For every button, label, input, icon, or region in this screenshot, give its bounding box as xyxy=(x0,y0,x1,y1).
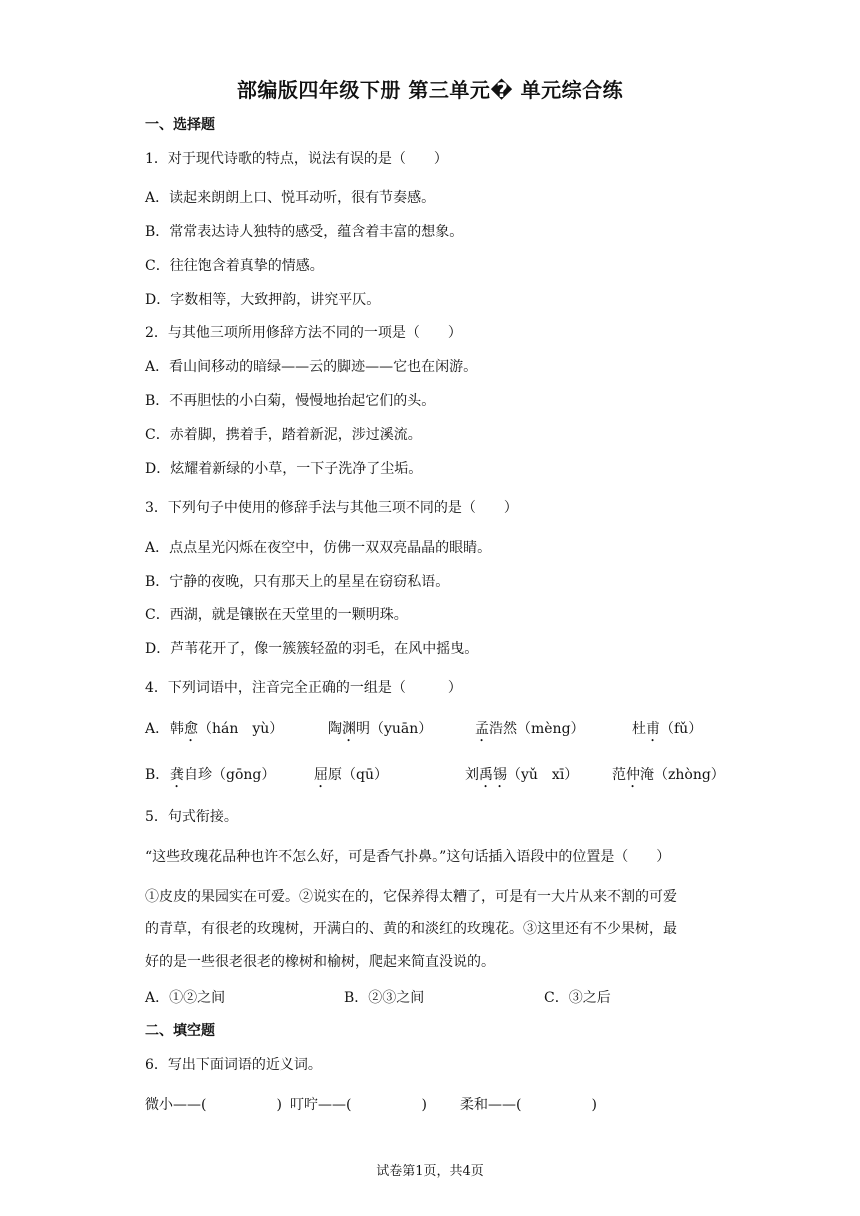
question-4-stem: 4．下列词语中，注音完全正确的一组是（ ） xyxy=(145,680,462,696)
question-3-option-a: A．点点星光闪烁在夜空中，仿佛一双双亮晶晶的眼睛。 xyxy=(145,540,492,556)
question-6-word-2: 叮咛——( ) xyxy=(290,1097,427,1113)
question-4-option-a-label: A． xyxy=(145,721,170,737)
question-4-option-a-item-2: 陶渊明（yuān） xyxy=(328,721,433,737)
question-1-option-d: D．字数相等，大致押韵，讲究平仄。 xyxy=(145,292,381,308)
question-2-option-b: B．不再胆怯的小白菊，慢慢地抬起它们的头。 xyxy=(145,393,436,409)
page-footer: 试卷第1页，共4页 xyxy=(376,1164,484,1179)
question-3-stem: 3．下列句子中使用的修辞手法与其他三项不同的是（ ） xyxy=(145,500,518,516)
question-2-stem: 2．与其他三项所用修辞方法不同的一项是（ ） xyxy=(145,325,462,341)
question-4-option-b-item-2: 屈原（qū） xyxy=(314,767,388,783)
question-5-paragraph-line-1: ①皮皮的果园实在可爱。②说实在的，它保养得太糟了，可是有一大片从来不割的可爱 xyxy=(145,889,677,905)
question-6-stem: 6．写出下面词语的近义词。 xyxy=(145,1057,322,1073)
question-4-option-a-item-4: 杜甫（fǔ） xyxy=(632,721,703,737)
question-5-option-a: A．①②之间 xyxy=(145,990,226,1006)
question-3-option-c: C．西湖，就是镶嵌在天堂里的一颗明珠。 xyxy=(145,607,408,623)
question-1-option-a: A．读起来朗朗上口、悦耳动听，很有节奏感。 xyxy=(145,190,436,206)
page-title: 部编版四年级下册 第三单元� 单元综合练 xyxy=(236,78,624,102)
question-4-option-b-item-1: 龚自珍（gōng） xyxy=(170,767,276,783)
question-4-option-a-item-3: 孟浩然（mèng） xyxy=(475,721,585,737)
question-4-option-b-item-3: 刘禹锡（yǔ xī） xyxy=(465,767,579,783)
question-4-option-a-item-1: 韩愈（hán yù） xyxy=(170,721,284,737)
question-3-option-d: D．芦苇花开了，像一簇簇轻盈的羽毛，在风中摇曳。 xyxy=(145,641,479,657)
question-5-option-b: B．②③之间 xyxy=(344,990,425,1006)
section-heading-fill: 二、填空题 xyxy=(145,1023,215,1039)
question-2-option-d: D．炫耀着新绿的小草，一下子洗净了尘垢。 xyxy=(145,461,423,477)
question-5-option-c: C．③之后 xyxy=(544,990,611,1006)
question-5-quote: “这些玫瑰花品种也许不怎么好，可是香气扑鼻。”这句话插入语段中的位置是（ ） xyxy=(145,849,671,865)
question-5-stem: 5．句式衔接。 xyxy=(145,809,238,825)
question-4-option-b-item-4: 范仲淹（zhòng） xyxy=(612,767,725,783)
question-3-option-b: B．宁静的夜晚，只有那天上的星星在窃窃私语。 xyxy=(145,574,450,590)
question-1-stem: 1．对于现代诗歌的特点，说法有误的是（ ） xyxy=(145,151,448,167)
question-5-paragraph-line-2: 的青草，有很老的玫瑰树，开满白的、黄的和淡红的玫瑰花。③这里还有不少果树，最 xyxy=(145,921,677,937)
question-2-option-c: C．赤着脚，携着手，踏着新泥，涉过溪流。 xyxy=(145,427,422,443)
question-1-option-b: B．常常表达诗人独特的感受，蕴含着丰富的想象。 xyxy=(145,224,464,240)
question-6-word-3: 柔和——( ) xyxy=(460,1097,597,1113)
question-2-option-a: A．看山间移动的暗绿——云的脚迹——它也在闲游。 xyxy=(145,359,478,375)
question-5-paragraph-line-3: 好的是一些很老很老的橡树和榆树，爬起来简直没说的。 xyxy=(145,954,495,970)
question-1-option-c: C．往往饱含着真挚的情感。 xyxy=(145,258,324,274)
section-heading-choice: 一、选择题 xyxy=(145,117,215,133)
question-6-word-1: 微小——( ) xyxy=(145,1097,282,1113)
question-4-option-b-label: B． xyxy=(145,767,170,783)
